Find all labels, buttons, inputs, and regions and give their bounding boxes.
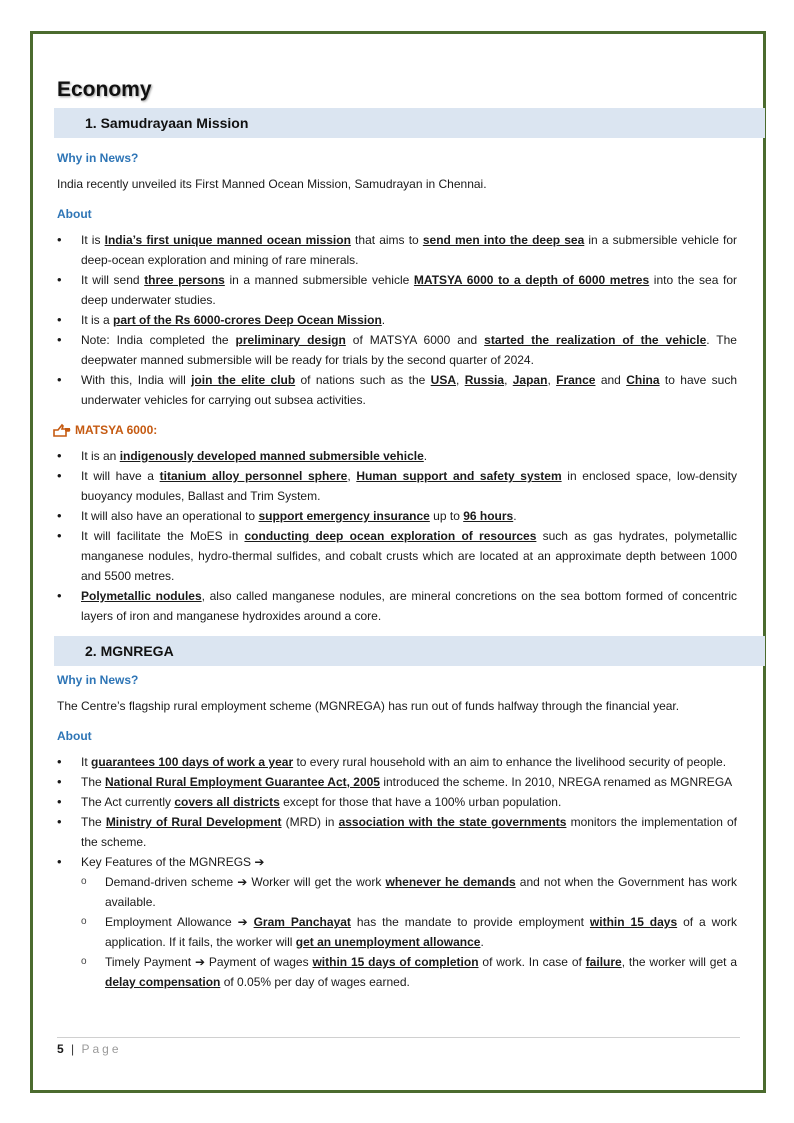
- emphasis-text: part of the Rs 6000-crores Deep Ocean Mission: [113, 313, 382, 327]
- emphasis-text: Ministry of Rural Development: [105, 815, 282, 829]
- emphasis-text: join the elite club: [191, 373, 296, 387]
- emphasis-text: Russia: [464, 373, 505, 387]
- list-item: • It will send three persons in a manned submersible vehicle MATSYA 6000 to a depth of 6000 metres into the sea for deep underwater studies.: [57, 270, 737, 310]
- emphasis-text: covers all districts: [174, 795, 280, 809]
- list-item: • The Act currently covers all districts except for those that have a 100% urban population.: [57, 792, 737, 812]
- list-item: • It will have a titanium alloy personnel sphere, Human support and safety system in enclosed space, low-density buoyancy modules, Ballast and Trim System.: [57, 466, 737, 506]
- page-label: Page: [81, 1042, 122, 1056]
- emphasis-text: Polymetallic nodules: [81, 589, 202, 603]
- list-item: • Key Features of the MGNREGS ➔: [57, 852, 737, 872]
- emphasis-text: within 15 days of completion: [312, 955, 479, 969]
- page-number: 5: [57, 1042, 64, 1056]
- section-heading-mgnrega: [54, 636, 765, 666]
- emphasis-text: MATSYA 6000 to a depth of 6000 metres: [413, 273, 650, 287]
- emphasis-text: get an unemployment allowance: [295, 935, 481, 949]
- why-in-news-label: Why in News?: [57, 151, 139, 165]
- list-item: o Timely Payment ➔ Payment of wages within 15 days of completion of work. In case of failure, the worker will get a delay compensation of 0.05% per day of wages earned.: [57, 952, 737, 992]
- about-label: About: [57, 207, 92, 221]
- emphasis-text: indigenously developed manned submersible vehicle: [119, 449, 424, 463]
- emphasis-text: guarantees 100 days of work a year: [91, 755, 294, 769]
- emphasis-text: started the realization of the vehicle: [484, 333, 707, 347]
- list-item: • The Ministry of Rural Development (MRD) in association with the state governments monitors the implementation of the scheme.: [57, 812, 737, 852]
- emphasis-text: preliminary design: [235, 333, 346, 347]
- emphasis-text: send men into the deep sea: [422, 233, 585, 247]
- pointing-hand-icon: [53, 423, 71, 437]
- why-in-news-label: Why in News?: [57, 673, 139, 687]
- matsya-list: [57, 446, 737, 626]
- page-footer: [57, 1040, 122, 1058]
- emphasis-text: Human support and safety system: [356, 469, 562, 483]
- emphasis-text: failure: [585, 955, 622, 969]
- emphasis-text: association with the state governments: [338, 815, 567, 829]
- callout-label: MATSYA 6000:: [75, 423, 158, 437]
- callout-heading: [53, 420, 737, 440]
- list-item: • It will facilitate the MoES in conducting deep ocean exploration of resources such as gas hydrates, polymetallic manganese nodules, hydro-thermal sulfides, and cobalt crusts which are located at an approximate depth between 1000 and 5500 metres.: [57, 526, 737, 586]
- list-item: • It is an indigenously developed manned submersible vehicle.: [57, 446, 737, 466]
- emphasis-text: National Rural Employment Guarantee Act, 2005: [105, 775, 380, 789]
- list-item: • It is India’s first unique manned ocean mission that aims to send men into the deep sea in a submersible vehicle for deep-ocean exploration and mining of rare minerals.: [57, 230, 737, 270]
- section-heading-label: 2. MGNREGA: [85, 643, 174, 659]
- emphasis-text: USA: [430, 373, 457, 387]
- why-in-news-text: India recently unveiled its First Manned Ocean Mission, Samudrayan in Chennai.: [57, 177, 487, 191]
- emphasis-text: France: [556, 373, 596, 387]
- section-heading-samudrayaan: [54, 108, 765, 138]
- emphasis-text: support emergency insurance: [258, 509, 430, 523]
- about-list: [57, 230, 737, 410]
- emphasis-text: India’s first unique manned ocean mission: [104, 233, 351, 247]
- emphasis-text: conducting deep ocean exploration of resources: [244, 529, 537, 543]
- emphasis-text: titanium alloy personnel sphere: [159, 469, 348, 483]
- list-item: • It guarantees 100 days of work a year to every rural household with an aim to enhance the livelihood security of people.: [57, 752, 737, 772]
- list-item: o Employment Allowance ➔ Gram Panchayat has the mandate to provide employment within 15 days of a work application. If it fails, the worker will get an unemployment allowance.: [57, 912, 737, 952]
- list-item: • Note: India completed the preliminary design of MATSYA 6000 and started the realization of the vehicle. The deepwater manned submersible will be ready for trials by the second quarter of 2024.: [57, 330, 737, 370]
- document-body: [57, 76, 737, 992]
- key-features-list: [57, 872, 737, 992]
- emphasis-text: Gram Panchayat: [253, 915, 351, 929]
- list-item: • The National Rural Employment Guarantee Act, 2005 introduced the scheme. In 2010, NREGA renamed as MGNREGA: [57, 772, 737, 792]
- emphasis-text: three persons: [144, 273, 225, 287]
- why-in-news-text: The Centre’s flagship rural employment scheme (MGNREGA) has run out of funds halfway through the financial year.: [57, 699, 680, 713]
- list-item: • Polymetallic nodules, also called manganese nodules, are mineral concretions on the sea bottom formed of concentric layers of iron and manganese hydroxides around a core.: [57, 586, 737, 626]
- list-item: o Demand-driven scheme ➔ Worker will get the work whenever he demands and not when the Government has work available.: [57, 872, 737, 912]
- emphasis-text: 96 hours: [463, 509, 514, 523]
- emphasis-text: whenever he demands: [385, 875, 516, 889]
- page-title: Economy: [57, 78, 152, 101]
- emphasis-text: delay compensation: [105, 975, 221, 989]
- emphasis-text: Japan: [512, 373, 548, 387]
- mgnrega-about-list: [57, 752, 737, 872]
- about-label: About: [57, 729, 92, 743]
- emphasis-text: within 15 days: [589, 915, 678, 929]
- list-item: • With this, India will join the elite club of nations such as the USA, Russia, Japan, France and China to have such underwater vehicles for carrying out subsea activities.: [57, 370, 737, 410]
- list-item: • It is a part of the Rs 6000-crores Deep Ocean Mission.: [57, 310, 737, 330]
- list-item: • It will also have an operational to support emergency insurance up to 96 hours.: [57, 506, 737, 526]
- section-heading-label: 1. Samudrayaan Mission: [85, 115, 249, 131]
- emphasis-text: China: [626, 373, 660, 387]
- footer-divider: [57, 1037, 740, 1038]
- footer-separator: |: [71, 1042, 75, 1056]
